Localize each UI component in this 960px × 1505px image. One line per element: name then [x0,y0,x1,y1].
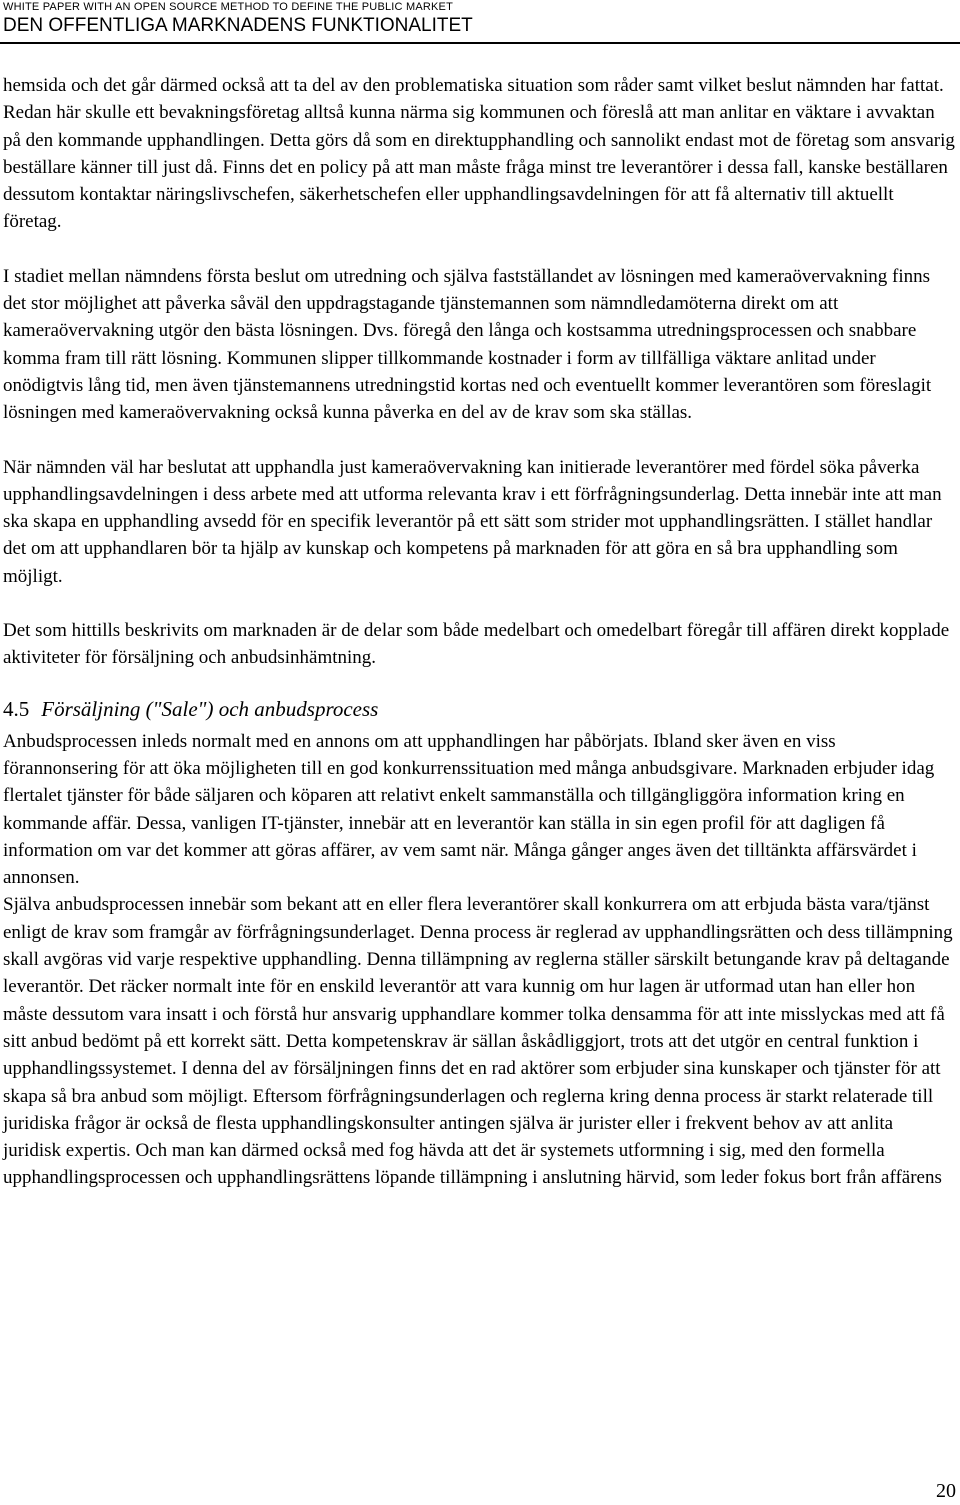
paragraph: Det som hittills beskrivits om marknaden är de delar som både medelbart och omedelbart föregår till affären direkt kopplade aktiviteter för försäljning och anbudsinhämtning. [3,620,950,669]
page-header [3,0,953,37]
section-title: Försäljning ("Sale") och anbudsprocess [41,696,379,721]
paragraph: När nämnden väl har beslutat att upphandla just kameraövervakning kan initierade leverantörer med fördel söka påverka upphandlingsavdelningen i dess arbete med att utforma relevanta krav i ett förfrågningsunderlag. Detta innebär inte att man ska skapa en upphandling avsedd för en specifik leverantör på ett sätt som strider mot upphandlingsrätten. I stället handlar det om att upphandlaren bör ta hjälp av kunskap och kompetens på marknaden för att göra en så bra upphandling som möjligt. [3,456,942,587]
paragraph-spacer [3,590,955,617]
document-subtitle: WHITE PAPER WITH AN OPEN SOURCE METHOD TO DEFINE THE PUBLIC MARKET [3,1,453,13]
paragraph: Anbudsprocessen inleds normalt med en annons om att upphandlingen har påbörjats. Ibland sker även en viss förannonsering för att öka möjligheten till en god konkurrenssituation med många anbudsgivare. Marknaden erbjuder idag flertalet tjänster för både säljaren och köparen att relativt enkelt sammanställa och tillgängliggöra information kring en kommande affär. Dessa, vanligen IT-tjänster, innebär att en leverantör kan ställa in sin egen profil för att dagligen få information om var det kommer att göras affärer, av vem samt när. Många gånger anges även det tilltänkta affärsvärdet i annonsen. [3,730,935,889]
paragraph: hemsida och det går därmed också att ta del av den problematiska situation som råder samt vilket beslut nämnden har fattat. Redan här skulle ett bevakningsföretag alltså kunna närma sig kommunen och föreslå att man anlitar en väktare i avvaktan på den kommande upphandlingen. Detta görs då som en direktupphandling och sannolikt endast mot de företag som ansvarig beställare känner till just då. Finns det en policy på att man måste fråga minst tre leverantörer i dessa fall, kanske beställaren dessutom kontaktar näringslivschefen, säkerhetschefen eller upphandlingsavdelningen för att få alternativ till aktuellt företag. [3,75,955,233]
paragraph: I stadiet mellan nämndens första beslut om utredning och själva fastställandet av lösningen med kameraövervakning finns det stor möjlighet att påverka såväl den uppdragstagande tjänstemannen som nämndledamöterna direkt om att kameraövervakning utgör den bästa lösningen. Dvs. föregå den långa och kostsamma utredningsprocessen och snabbare komma fram till rätt lösning. Kommunen slipper tillkommande kostnader i form av tillfälliga väktare anlitad under onödigtvis lång tid, men även tjänstemannens utredningstid kortas ned och eventuellt kommer leverantören som föreslagit lösningen med kameraövervakning också kunna påverka en del av de krav som ska ställas. [3,265,932,424]
page-number: 20 [936,1480,956,1502]
document-title: DEN OFFENTLIGA MARKNADENS FUNKTIONALITET [3,15,473,36]
document-body [3,72,955,1192]
paragraph-spacer [3,236,955,263]
paragraph-spacer [3,427,955,454]
section-number: 4.5 [3,696,30,721]
paragraph: Själva anbudsprocessen innebär som bekant att en eller flera leverantörer skall konkurrera om att erbjuda bästa vara/tjänst enligt de krav som framgår av förfrågningsunderlaget. Denna process är reglerad av upphandlingsrätten och dess tillämpning skall avgöras vid varje respektive upphandling. Denna tillämpning av reglerna ställer särskilt betungande krav på deltagande leverantör. Det räcker normalt inte för en enskild leverantör att vara kunnig om hur lagen är utformad utan han eller hon måste dessutom vara insatt i och förstå hur ansvarig upphandlare kommer tolka densamma för att inte misslyckas med att få sitt anbud bedömt på ett korrekt sätt. Detta kompetenskrav är sällan åskådliggjort, trots att det utgör en central funktion i upphandlingssystemet. I denna del av försäljningen finns det en rad aktörer som erbjuder sina kunskaper och tjänster för att skapa så bra anbud som möjligt. Eftersom förfrågningsunderlagen och reglerna kring denna process är starkt relaterade till juridiska frågor är också de flesta upphandlingskonsulter antingen själva är jurister eller i frekvent behov av att anlita juridisk expertis. Och man kan därmed också med fog hävda att det är systemets utformning i sig, med den formella upphandlingsprocessen och upphandlingsrättens löpande tillämpning i anslutning härvid, som leder fokus bort från affärens [3,894,953,1189]
header-rule [0,42,960,44]
section-heading [3,695,955,723]
